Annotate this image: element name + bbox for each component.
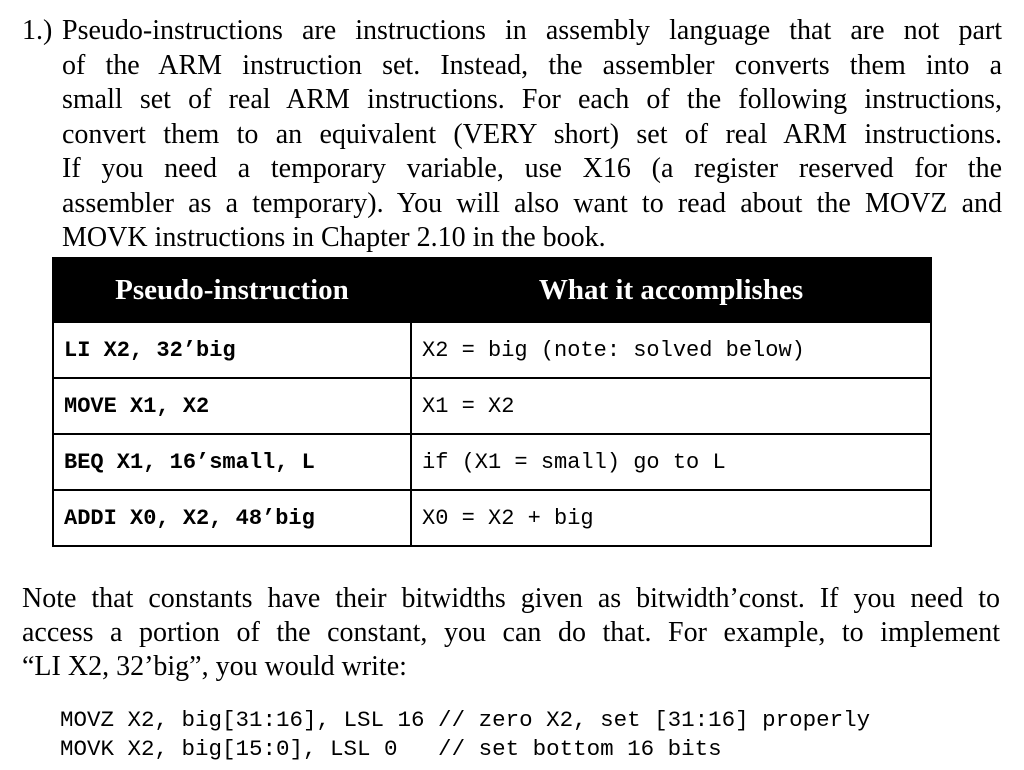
code-line: MOVK X2, big[15:0], LSL 0 // set bottom 16 bits — [60, 736, 722, 762]
question-line: assembler as a temporary). You will also want to read about the MOVZ and — [62, 187, 1002, 219]
code-example — [60, 706, 870, 764]
table-row — [53, 490, 931, 546]
effect-cell: X0 = X2 + big — [411, 490, 931, 546]
header-pseudo-instruction: Pseudo-instruction — [53, 258, 411, 322]
table-row — [53, 378, 931, 434]
question-line: Pseudo-instructions are instructions in assembly language that are not part — [62, 15, 1002, 46]
instruction-cell: MOVE X1, X2 — [53, 378, 411, 434]
table-row — [53, 322, 931, 378]
question-line: If you need a temporary variable, use X16 (a register reserved for the — [62, 153, 1002, 184]
note-line: “LI X2, 32’big”, you would write: — [22, 651, 407, 682]
table-header-row — [53, 258, 931, 322]
question-text — [62, 14, 1002, 256]
question-block — [22, 14, 1002, 256]
question-line: small set of real ARM instructions. For each of the following instructions, — [62, 84, 1002, 115]
instruction-cell: ADDI X0, X2, 48’big — [53, 490, 411, 546]
instruction-cell: BEQ X1, 16’small, L — [53, 434, 411, 490]
effect-cell: X1 = X2 — [411, 378, 931, 434]
note-line: Note that constants have their bitwidths given as bitwidth’const. If you need to — [22, 583, 1000, 614]
pseudo-instruction-table — [52, 257, 932, 547]
note-line: access a portion of the constant, you can do that. For example, to implement — [22, 617, 1000, 648]
question-line: MOVK instructions in Chapter 2.10 in the book. — [62, 222, 606, 253]
table-row — [53, 434, 931, 490]
note-paragraph — [22, 582, 1000, 684]
question-number: 1.) — [22, 15, 53, 46]
code-line: MOVZ X2, big[31:16], LSL 16 // zero X2, set [31:16] properly — [60, 707, 871, 733]
effect-cell: if (X1 = small) go to L — [411, 434, 931, 490]
effect-cell: X2 = big (note: solved below) — [411, 322, 931, 378]
header-what-it-accomplishes: What it accomplishes — [411, 258, 931, 322]
instruction-cell: LI X2, 32’big — [53, 322, 411, 378]
question-line: convert them to an equivalent (VERY short) set of real ARM instructions. — [62, 118, 1002, 150]
question-line: of the ARM instruction set. Instead, the assembler converts them into a — [62, 49, 1002, 81]
